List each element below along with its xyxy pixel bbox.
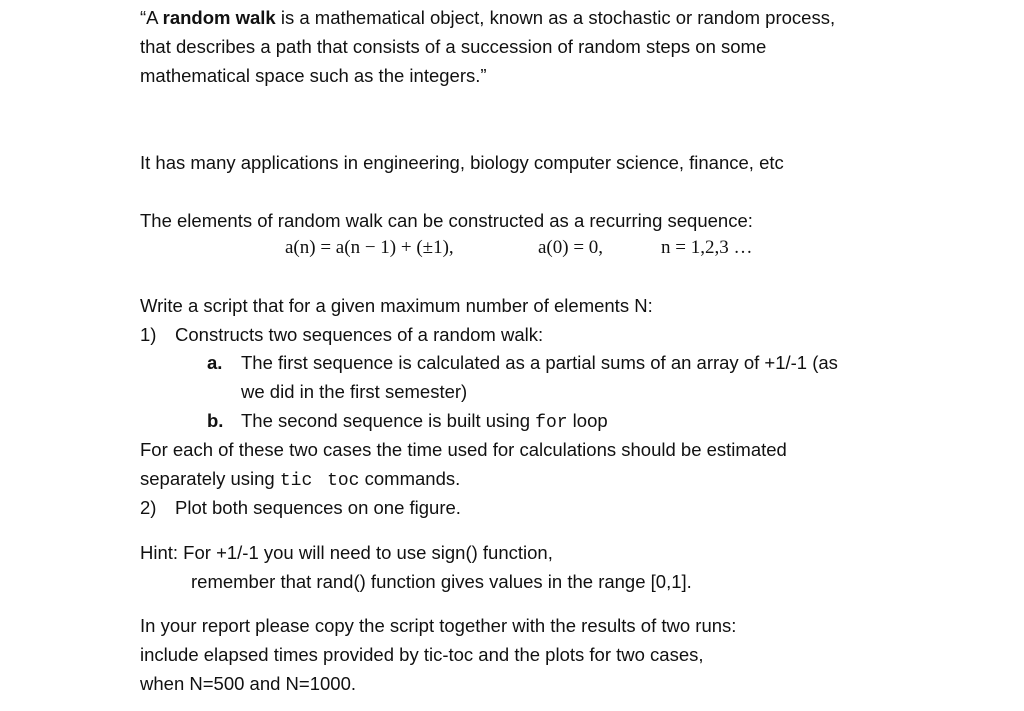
quote-prefix: “A (140, 7, 163, 28)
elements-intro: The elements of random walk can be constructed as a recurring sequence: (140, 210, 753, 231)
formula-range: n = 1,2,3 … (661, 237, 753, 258)
formula-recurrence: a(n) = a(n − 1) + (±1), (285, 237, 454, 258)
quote-line-1 (140, 3, 835, 32)
formula-initial: a(0) = 0, (538, 237, 604, 258)
sub-item-a-label: a. (207, 352, 223, 373)
sub-item-b-line (241, 406, 608, 438)
sub-item-a-line-2: we did in the first semester) (241, 381, 468, 402)
task-item-2-text: Plot both sequences on one figure. (175, 497, 461, 518)
task-item-1-text: Constructs two sequences of a random walk: (175, 324, 544, 345)
sub-item-b-prefix: The second sequence is built using (241, 410, 536, 431)
sub-item-b-label: b. (207, 410, 224, 431)
timing-prefix: separately using (140, 468, 280, 489)
quote-bold-term: random walk (162, 7, 276, 28)
task-intro: Write a script that for a given maximum number of elements N: (140, 295, 653, 316)
sub-item-a-line-1: The first sequence is calculated as a partial sums of an array of +1/-1 (as (241, 352, 838, 373)
quote-line-1-rest: is a mathematical object, known as a stochastic or random process, (275, 7, 836, 28)
report-line-1: In your report please copy the script together with the results of two runs: (140, 615, 737, 636)
timing-line-1: For each of these two cases the time used for calculations should be estimated (140, 439, 787, 460)
task-item-1-number: 1) (140, 324, 157, 345)
timing-line-2 (140, 464, 460, 496)
timing-code: tic toc (279, 471, 360, 491)
applications-text: It has many applications in engineering, biology computer science, finance, etc (140, 152, 784, 173)
timing-suffix: commands. (359, 468, 461, 489)
hint-line-2: remember that rand() function gives values in the range [0,1]. (191, 571, 692, 592)
quote-line-2: that describes a path that consists of a succession of random steps on some (140, 36, 767, 57)
quote-line-3: mathematical space such as the integers.” (140, 65, 487, 86)
hint-line-1: Hint: For +1/-1 you will need to use sign() function, (140, 542, 553, 563)
report-line-2: include elapsed times provided by tic-toc and the plots for two cases, (140, 644, 704, 665)
report-line-3: when N=500 and N=1000. (140, 673, 357, 694)
task-item-2-number: 2) (140, 497, 157, 518)
sub-item-b-suffix: loop (567, 410, 608, 431)
sub-item-b-code: for (535, 413, 568, 433)
